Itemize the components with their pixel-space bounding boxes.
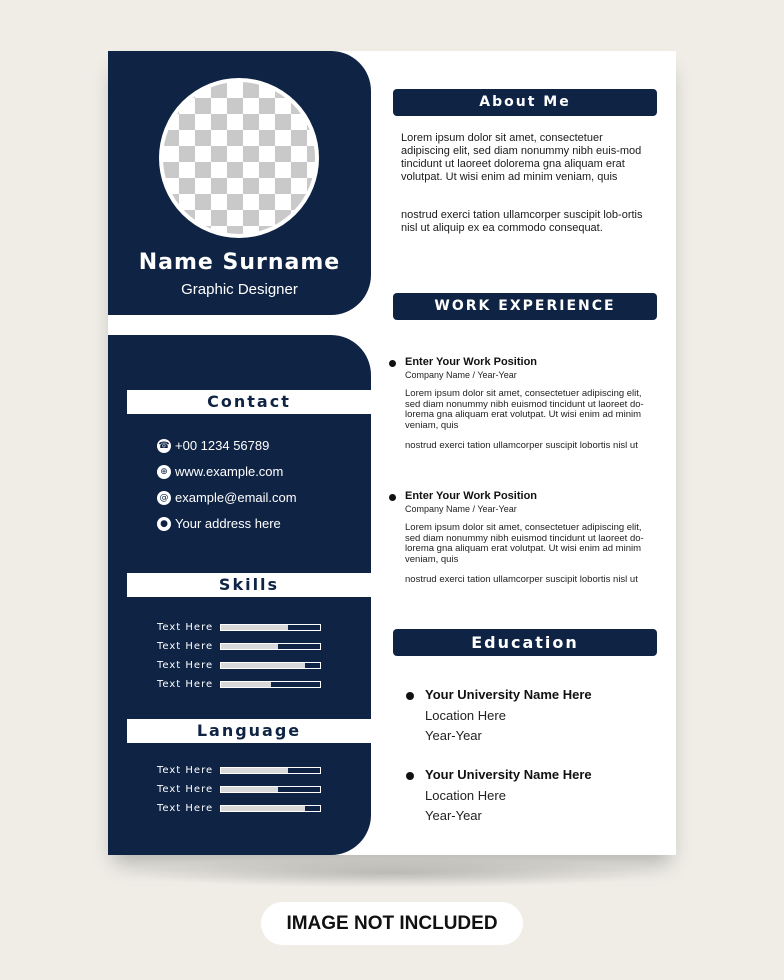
contact-phone-text: +00 1234 56789 xyxy=(175,438,270,453)
language-label: Text Here xyxy=(157,765,214,776)
contact-email-text: example@email.com xyxy=(175,490,297,505)
skill-row xyxy=(157,679,321,690)
language-bar xyxy=(220,805,321,812)
work-title: Enter Your Work Position xyxy=(405,356,538,368)
skill-bar-fill xyxy=(221,682,271,687)
skill-row xyxy=(157,660,321,671)
education-location: Location Here xyxy=(425,788,506,803)
about-paragraph-1: Lorem ipsum dolor sit amet, consectetuer adipiscing elit, sed diam nonummy nibh euis-mod tincidunt ut laoreet dolorema gna aliquam erat volutpat. Ut wisi enim ad minim veniam, quis xyxy=(401,132,642,183)
language-bar xyxy=(220,786,321,793)
about-heading: About Me xyxy=(393,89,657,116)
globe-icon: ⊕ xyxy=(157,465,171,479)
skill-row xyxy=(157,622,321,633)
education-years: Year-Year xyxy=(425,728,482,743)
skill-label: Text Here xyxy=(157,641,214,652)
location-pin-icon: ● xyxy=(157,517,171,531)
language-label: Text Here xyxy=(157,784,214,795)
language-bar-fill xyxy=(221,768,288,773)
skill-label: Text Here xyxy=(157,622,214,633)
education-university: Your University Name Here xyxy=(425,767,592,782)
contact-website xyxy=(157,464,283,479)
language-heading: Language xyxy=(127,719,371,743)
skills-heading: Skills xyxy=(127,573,371,597)
contact-heading: Contact xyxy=(127,390,371,414)
contact-website-text: www.example.com xyxy=(175,464,284,479)
skill-bar-fill xyxy=(221,644,278,649)
email-icon: @ xyxy=(157,491,171,505)
education-years: Year-Year xyxy=(425,808,482,823)
profile-role: Graphic Designer xyxy=(181,281,298,298)
language-row xyxy=(157,765,321,776)
work-company: Company Name / Year-Year xyxy=(405,370,517,380)
skill-bar xyxy=(220,643,321,650)
contact-email xyxy=(157,490,297,505)
language-label: Text Here xyxy=(157,803,214,814)
profile-photo-placeholder xyxy=(159,78,319,238)
education-university: Your University Name Here xyxy=(425,687,592,702)
contact-address xyxy=(157,516,281,531)
skill-bar-fill xyxy=(221,663,305,668)
work-description: Lorem ipsum dolor sit amet, consectetuer adipiscing elit, sed diam nonummy nibh euismod tincidunt ut laoreet do-lorema gna aliquam erat volutpat. Ut wisi enim ad minim veniam, quis xyxy=(405,522,644,565)
phone-icon: ☎ xyxy=(158,440,170,451)
bullet xyxy=(389,360,396,367)
image-not-included-badge: IMAGE NOT INCLUDED xyxy=(261,902,523,945)
contact-phone xyxy=(157,438,269,453)
language-bar-fill xyxy=(221,787,278,792)
skill-bar xyxy=(220,681,321,688)
work-title: Enter Your Work Position xyxy=(405,490,538,502)
education-location: Location Here xyxy=(425,708,506,723)
bullet xyxy=(406,692,414,700)
about-paragraph-2: nostrud exerci tation ullamcorper suscipit lob-ortis nisl ut aliquip ex ea commodo consequat. xyxy=(401,209,643,234)
bullet xyxy=(406,772,414,780)
contact-address-text: Your address here xyxy=(175,516,281,531)
work-heading: WORK EXPERIENCE xyxy=(393,293,657,320)
skill-bar xyxy=(220,662,321,669)
language-bar xyxy=(220,767,321,774)
skill-bar-fill xyxy=(221,625,288,630)
language-row xyxy=(157,784,321,795)
language-row xyxy=(157,803,321,814)
education-heading: Education xyxy=(393,629,657,656)
skill-row xyxy=(157,641,321,652)
language-bar-fill xyxy=(221,806,305,811)
skill-bar xyxy=(220,624,321,631)
work-description-2: nostrud exerci tation ullamcorper suscipit lobortis nisl ut xyxy=(405,440,638,451)
skill-label: Text Here xyxy=(157,679,214,690)
work-company: Company Name / Year-Year xyxy=(405,504,517,514)
work-description: Lorem ipsum dolor sit amet, consectetuer adipiscing elit, sed diam nonummy nibh euismod tincidunt ut laoreet do-lorema gna aliquam erat volutpat. Ut wisi enim ad minim veniam, quis xyxy=(405,388,644,431)
bullet xyxy=(389,494,396,501)
work-description-2: nostrud exerci tation ullamcorper suscipit lobortis nisl ut xyxy=(405,574,638,585)
skill-label: Text Here xyxy=(157,660,214,671)
profile-name: Name Surname xyxy=(138,250,341,275)
page-shadow xyxy=(120,858,665,888)
